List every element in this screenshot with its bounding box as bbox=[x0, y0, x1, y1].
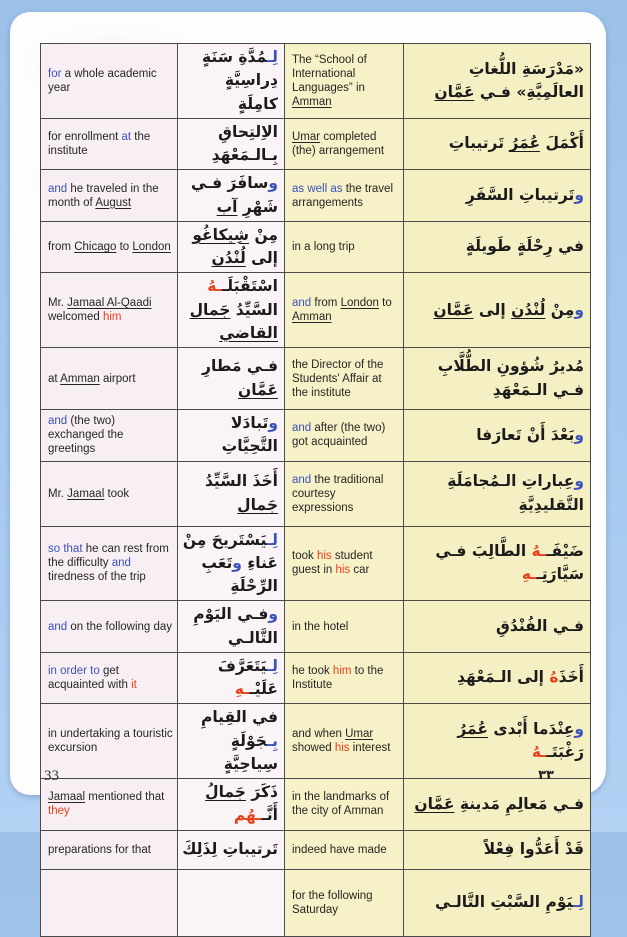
phrase-segment: indeed have made bbox=[292, 843, 387, 856]
arabic-right-cell bbox=[404, 652, 591, 704]
phrase-segment: يَسْتَريحَ مِنْ عَناءِ bbox=[182, 530, 278, 572]
phrase-segment: عَمَّان bbox=[414, 794, 455, 813]
phrase-segment: showed bbox=[292, 742, 335, 755]
phrase-segment: ـهِ bbox=[234, 680, 250, 698]
phrase-segment: و bbox=[574, 425, 584, 444]
english-left-cell bbox=[41, 348, 178, 410]
english-left-cell bbox=[41, 869, 178, 936]
phrase-segment: The “School of International Languages” in bbox=[292, 53, 367, 94]
phrase-segment: يَتَعَرَّفَ عَلَيْـ bbox=[217, 656, 278, 698]
phrase-segment: فـي مَطارِ bbox=[202, 357, 278, 376]
english-right-cell bbox=[285, 118, 404, 170]
english-left-cell bbox=[41, 273, 178, 348]
table-row bbox=[41, 526, 591, 601]
phrase-segment: عُمَرُ bbox=[509, 134, 541, 153]
phrase-segment: ـهِ bbox=[521, 565, 537, 584]
phrase-segment: car bbox=[350, 564, 370, 577]
phrase-segment: لُنْدُن bbox=[211, 249, 246, 267]
phrase-segment: لُنْدُن bbox=[511, 300, 546, 319]
english-right-cell bbox=[285, 410, 404, 462]
phrase-segment: أَكْمَلَ bbox=[540, 134, 584, 153]
phrase-segment: في القِيامِ bbox=[200, 708, 278, 727]
phrase-segment: تَرتيباتِ لِذَلِكَ bbox=[182, 839, 278, 858]
english-left-cell bbox=[41, 652, 178, 704]
phrase-segment: him bbox=[102, 311, 122, 324]
arabic-right-cell bbox=[404, 170, 591, 222]
english-right-cell bbox=[285, 461, 404, 526]
arabic-right-cell bbox=[404, 526, 591, 601]
arabic-left-cell bbox=[178, 704, 285, 779]
phrase-segment: to bbox=[378, 297, 392, 310]
arabic-left-cell bbox=[178, 273, 285, 348]
english-right-cell bbox=[285, 273, 404, 348]
arabic-left-cell bbox=[178, 410, 285, 462]
phrase-segment: in the landmarks of the city of Amman bbox=[292, 791, 390, 818]
phrase-segment: ضَيْفَـ bbox=[546, 542, 584, 561]
phrase-segment: London bbox=[340, 297, 379, 310]
arabic-right-cell bbox=[404, 118, 591, 170]
table-row bbox=[41, 273, 591, 348]
phrase-segment: جَمالُ bbox=[205, 783, 246, 801]
phrase-segment: and bbox=[292, 297, 312, 310]
phrase-segment: فـي اليَوْمِ التَّالـي bbox=[193, 605, 278, 647]
phrase-segment: عُمَرُ bbox=[457, 719, 488, 738]
phrase-segment: he traveled in the month of bbox=[48, 182, 159, 209]
phrase-segment: student guest in bbox=[292, 550, 373, 577]
phrase-segment: ـهُم bbox=[233, 806, 262, 825]
arabic-left-cell bbox=[178, 118, 285, 170]
phrase-segment: interest bbox=[349, 742, 391, 755]
phrase-segment: لِـ bbox=[266, 48, 278, 66]
english-left-cell bbox=[41, 601, 178, 653]
phrase-segment: after (the two) got acquainted bbox=[292, 422, 386, 449]
phrase-segment: عَمَّان bbox=[434, 82, 475, 101]
phrase-segment: preparations for that bbox=[48, 843, 151, 856]
book-page bbox=[10, 12, 606, 916]
page-number-arabic: ٣٣ bbox=[538, 768, 554, 783]
arabic-right-cell bbox=[404, 461, 591, 526]
english-left-cell bbox=[41, 830, 178, 869]
arabic-right-cell bbox=[404, 869, 591, 936]
phrase-segment: to the Institute bbox=[292, 665, 384, 691]
english-right-cell bbox=[285, 170, 404, 222]
arabic-right-cell bbox=[404, 601, 591, 653]
arabic-left-cell bbox=[178, 526, 285, 601]
arabic-left-cell bbox=[178, 869, 285, 936]
english-right-cell bbox=[285, 830, 404, 869]
phrase-segment: August bbox=[95, 196, 132, 209]
table-row bbox=[41, 704, 591, 779]
phrase-segment: و bbox=[268, 174, 278, 193]
phrase-segment: took bbox=[292, 550, 317, 563]
phrase-segment: Chicago bbox=[74, 241, 117, 253]
phrase-segment: و bbox=[232, 553, 242, 572]
english-left-cell bbox=[41, 779, 178, 831]
table-row bbox=[41, 348, 591, 410]
english-right-cell bbox=[285, 869, 404, 936]
english-left-cell bbox=[41, 461, 178, 526]
phrase-segment: جَوْلَةٍ سِياحِيَّةٍ bbox=[223, 731, 278, 773]
phrase-segment: جَمال bbox=[237, 495, 278, 514]
phrase-segment: from bbox=[48, 241, 75, 253]
phrase-segment: and when bbox=[292, 728, 346, 741]
phrase-segment: رَغْبَتَـ bbox=[546, 743, 584, 762]
table-row bbox=[41, 118, 591, 170]
table-row bbox=[41, 601, 591, 653]
phrase-segment: تَعَبِ الرِّحْلَةِ bbox=[201, 553, 278, 595]
phrase-segment: he can rest from the difficulty bbox=[48, 543, 169, 570]
english-right-cell bbox=[285, 652, 404, 704]
phrase-segment: his bbox=[334, 742, 350, 755]
phrase-segment: «مَدْرَسَةِ اللُّغاتِ العالَمِيَّةِ» فـي bbox=[468, 59, 584, 101]
phrase-segment: Amman bbox=[292, 95, 332, 108]
phrase-segment: as well as bbox=[292, 182, 343, 195]
phrase-segment: قَدْ أَعَدُّوا فِعْلاً bbox=[483, 839, 584, 858]
phrase-segment: the traditional courtesy expressions bbox=[292, 473, 384, 514]
phrase-segment: و bbox=[574, 300, 584, 319]
arabic-left-cell bbox=[178, 830, 285, 869]
phrase-segment: السَّيِّدُ bbox=[230, 300, 278, 319]
phrase-segment: in undertaking a touristic excursion bbox=[48, 728, 173, 755]
phrase-segment: from bbox=[311, 297, 341, 310]
english-right-cell bbox=[285, 601, 404, 653]
phrase-segment: and bbox=[48, 182, 68, 195]
phrase-segment: و bbox=[574, 185, 584, 204]
table-row bbox=[41, 779, 591, 831]
phrase-segment: Amman bbox=[292, 311, 332, 324]
arabic-right-cell bbox=[404, 779, 591, 831]
phrase-segment: و bbox=[574, 472, 584, 491]
phrase-segment: (the two) exchanged the greetings bbox=[48, 415, 124, 456]
phrase-segment: Jamaal bbox=[48, 791, 86, 804]
english-right-cell bbox=[285, 348, 404, 410]
phrase-segment: هُ bbox=[549, 668, 559, 687]
phrase-segment: at bbox=[121, 131, 132, 143]
phrase-segment: الاِلتِحاقِ بِـالـمَعْهَدِ bbox=[211, 122, 278, 164]
arabic-left-cell bbox=[178, 601, 285, 653]
arabic-left-cell bbox=[178, 779, 285, 831]
arabic-right-cell bbox=[404, 410, 591, 462]
phrase-segment: تَبادَلا التَّحِيَّاتِ bbox=[221, 414, 278, 456]
phrase-segment: and bbox=[111, 557, 131, 570]
phrase-segment: إلى الـمَعْهَدِ bbox=[457, 668, 550, 687]
phrase-segment: في رِحْلَةٍ طَويلَةٍ bbox=[465, 237, 584, 256]
arabic-left-cell bbox=[178, 652, 285, 704]
phrase-segment: أَخَذَ السَّيِّدُ bbox=[204, 472, 278, 491]
english-left-cell bbox=[41, 704, 178, 779]
phrase-segment: at bbox=[48, 372, 61, 385]
phrase-segment: took bbox=[104, 487, 130, 500]
phrase-segment: تَرتيباتِ السَّفَرِ bbox=[465, 185, 575, 204]
phrase-segment: welcomed bbox=[48, 311, 103, 324]
phrase-segment: Mr. bbox=[48, 297, 68, 310]
phrase-segment: for the following Saturday bbox=[292, 889, 373, 916]
arabic-left-cell bbox=[178, 170, 285, 222]
phrase-segment: on the following day bbox=[67, 620, 173, 633]
phrase-segment: Jamaal Al-Qaadi bbox=[67, 297, 152, 310]
english-right-cell bbox=[285, 779, 404, 831]
phrase-segment: and bbox=[292, 473, 312, 486]
phrase-segment: they bbox=[48, 805, 70, 818]
phrase-segment: a whole academic year bbox=[48, 67, 157, 94]
english-right-cell bbox=[285, 526, 404, 601]
phrase-segment: get acquainted with bbox=[48, 665, 132, 691]
phrase-segment: and bbox=[292, 422, 312, 435]
phrase-segment: الطَّالِبَ فـي سَيَّارَتِـ bbox=[435, 542, 584, 584]
arabic-right-cell bbox=[404, 348, 591, 410]
arabic-left-cell bbox=[178, 44, 285, 119]
english-left-cell bbox=[41, 526, 178, 601]
phrase-segment: تَرتيباتِ bbox=[448, 134, 510, 153]
page-number-western: 33 bbox=[44, 768, 59, 784]
phrase-segment: and bbox=[48, 415, 68, 428]
phrase-segment: مُديرُ شُؤونِ الطُّلَّابِ فـي الـمَعْهَدِ bbox=[437, 357, 584, 399]
phrase-segment: for bbox=[48, 67, 65, 80]
arabic-right-cell bbox=[404, 221, 591, 273]
table-row bbox=[41, 869, 591, 936]
phrase-segment: Mr. bbox=[48, 487, 68, 500]
english-left-cell bbox=[41, 410, 178, 462]
phrase-segment: the travel arrangements bbox=[292, 182, 393, 209]
phrase-segment: the Director of the Students' Affair at the institute bbox=[292, 358, 384, 399]
phrase-segment: عِباراتِ الـمُجامَلَةِ التَّقليدِيَّةِ bbox=[447, 472, 584, 514]
phrase-segment: عِنْدَما أَبْدى bbox=[487, 719, 575, 738]
phrase-segment: in order to bbox=[48, 665, 100, 677]
phrase-segment: أَخَذَ bbox=[558, 668, 584, 687]
phrase-segment: إلى bbox=[473, 300, 512, 319]
phrase-segment: the institute bbox=[48, 131, 151, 157]
phrase-segment: tiredness of the trip bbox=[48, 571, 146, 584]
phrase-segment: Umar bbox=[292, 131, 321, 143]
phrase-segment: he took bbox=[292, 665, 333, 677]
english-left-cell bbox=[41, 170, 178, 222]
table-row bbox=[41, 221, 591, 273]
phrase-translation-table bbox=[40, 43, 591, 937]
phrase-segment: آب bbox=[216, 197, 238, 216]
table-row bbox=[41, 461, 591, 526]
table-row bbox=[41, 44, 591, 119]
phrase-segment: عَمَّان bbox=[433, 300, 474, 319]
arabic-right-cell bbox=[404, 830, 591, 869]
phrase-segment: جَمال القاضي bbox=[189, 300, 278, 342]
english-right-cell bbox=[285, 221, 404, 273]
english-left-cell bbox=[41, 118, 178, 170]
phrase-segment: و bbox=[268, 414, 278, 432]
phrase-segment: London bbox=[132, 241, 171, 253]
phrase-segment: أَنَّـ bbox=[261, 806, 278, 825]
phrase-segment: so that bbox=[48, 543, 83, 556]
phrase-segment: مِنْ bbox=[545, 300, 575, 319]
phrase-segment: بَعْدَ أَنْ تَعارَفا bbox=[476, 425, 575, 444]
phrase-segment: ـهُ bbox=[531, 743, 547, 762]
phrase-segment: لِـ bbox=[266, 656, 278, 675]
english-right-cell bbox=[285, 44, 404, 119]
phrase-segment: ـهُ bbox=[207, 277, 222, 296]
phrase-segment: و bbox=[268, 605, 278, 624]
english-right-cell bbox=[285, 704, 404, 779]
table-row bbox=[41, 652, 591, 704]
phrase-segment: his bbox=[316, 550, 332, 563]
phrase-segment: لِـ bbox=[572, 892, 584, 911]
phrase-segment: for enrollment bbox=[48, 131, 122, 143]
phrase-segment: مِنْ bbox=[249, 225, 278, 244]
english-left-cell bbox=[41, 44, 178, 119]
arabic-right-cell bbox=[404, 704, 591, 779]
phrase-segment: mentioned that bbox=[85, 791, 165, 804]
phrase-segment: مُدَّةِ سَنَةٍ دِراسِيَّةٍ كامِلَةٍ bbox=[202, 48, 278, 113]
phrase-segment: يَوْمِ السَّبْتِ التَّالـي bbox=[434, 892, 573, 911]
phrase-segment: Jamaal bbox=[67, 487, 105, 500]
phrase-segment: فـي مَعالِمِ مَدينةِ bbox=[454, 794, 584, 813]
phrase-table-body bbox=[41, 44, 591, 937]
phrase-segment: ـهُ bbox=[531, 542, 547, 561]
arabic-right-cell bbox=[404, 273, 591, 348]
table-row bbox=[41, 410, 591, 462]
arabic-left-cell bbox=[178, 348, 285, 410]
phrase-segment: his bbox=[335, 564, 351, 577]
phrase-segment: Umar bbox=[345, 728, 374, 741]
phrase-segment: ذَكَرَ bbox=[245, 783, 278, 801]
arabic-left-cell bbox=[178, 221, 285, 273]
phrase-segment: اسْتَقْبَلَـ bbox=[222, 277, 278, 296]
phrase-segment: لِـ bbox=[266, 530, 278, 549]
phrase-segment: and bbox=[48, 620, 68, 633]
phrase-segment: و bbox=[574, 719, 584, 738]
phrase-segment: سافَرَ فـي شَهْرِ bbox=[190, 174, 278, 216]
phrase-segment: to bbox=[116, 241, 133, 253]
arabic-left-cell bbox=[178, 461, 285, 526]
english-left-cell bbox=[41, 221, 178, 273]
phrase-segment: شِيكاغُو bbox=[192, 225, 250, 244]
phrase-segment: completed (the) arrangement bbox=[292, 131, 385, 157]
phrase-segment: airport bbox=[99, 372, 136, 385]
arabic-right-cell bbox=[404, 44, 591, 119]
phrase-segment: in the hotel bbox=[292, 620, 349, 633]
phrase-segment: in a long trip bbox=[292, 241, 355, 253]
phrase-segment: him bbox=[332, 665, 352, 677]
phrase-segment: it bbox=[131, 679, 137, 691]
phrase-segment: Amman bbox=[60, 372, 100, 385]
phrase-segment: بِـ bbox=[266, 731, 278, 750]
table-row bbox=[41, 830, 591, 869]
phrase-segment: فـي الفُنْدُقِ bbox=[496, 616, 584, 635]
table-row bbox=[41, 170, 591, 222]
phrase-segment: إلى bbox=[245, 249, 278, 267]
phrase-segment: عَمَّان bbox=[237, 380, 278, 399]
